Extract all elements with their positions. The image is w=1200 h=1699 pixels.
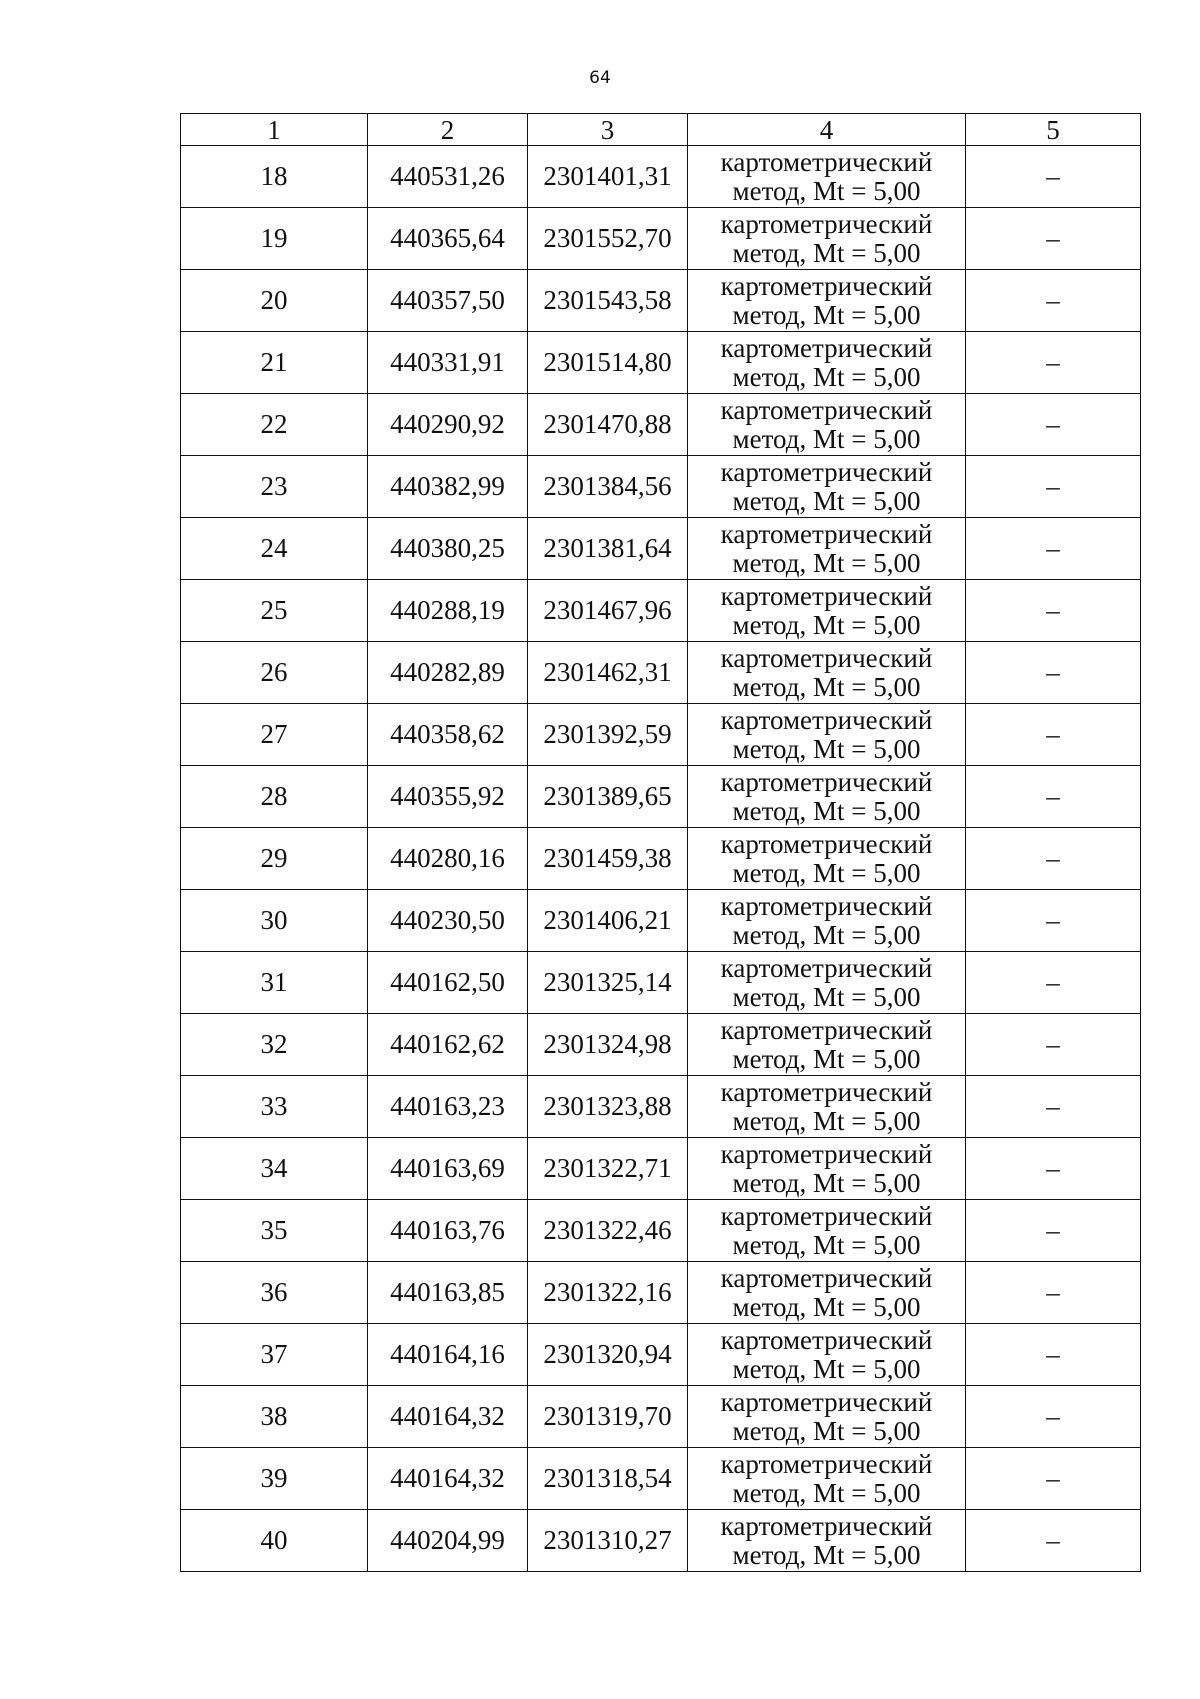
method-cell bbox=[688, 828, 966, 890]
coordinate-x: 440163,76 bbox=[368, 1200, 528, 1262]
coordinate-y: 2301319,70 bbox=[528, 1386, 688, 1448]
method-line-1: картометрический bbox=[720, 1510, 933, 1541]
point-number: 39 bbox=[181, 1448, 368, 1510]
method-cell bbox=[688, 208, 966, 270]
method-cell bbox=[688, 332, 966, 394]
point-number: 26 bbox=[181, 642, 368, 704]
coordinate-y: 2301322,46 bbox=[528, 1200, 688, 1262]
note-cell: – bbox=[966, 394, 1141, 456]
point-number: 19 bbox=[181, 208, 368, 270]
method-line-2: метод, Mt = 5,00 bbox=[732, 795, 921, 826]
method-line-2: метод, Mt = 5,00 bbox=[732, 1167, 921, 1198]
method-line-1: картометрический bbox=[720, 1386, 933, 1417]
column-header-4: 4 bbox=[688, 114, 966, 146]
point-number: 24 bbox=[181, 518, 368, 580]
coordinate-y: 2301514,80 bbox=[528, 332, 688, 394]
coordinate-y: 2301320,94 bbox=[528, 1324, 688, 1386]
table-row bbox=[181, 828, 1141, 890]
method-line-1: картометрический bbox=[720, 952, 933, 983]
point-number: 28 bbox=[181, 766, 368, 828]
coordinate-y: 2301467,96 bbox=[528, 580, 688, 642]
method-line-1: картометрический bbox=[720, 146, 933, 177]
method-line-2: метод, Mt = 5,00 bbox=[732, 299, 921, 330]
method-line-2: метод, Mt = 5,00 bbox=[732, 609, 921, 640]
method-cell bbox=[688, 1448, 966, 1510]
coordinate-y: 2301381,64 bbox=[528, 518, 688, 580]
note-cell: – bbox=[966, 890, 1141, 952]
note-cell: – bbox=[966, 1014, 1141, 1076]
point-number: 36 bbox=[181, 1262, 368, 1324]
coordinate-y: 2301323,88 bbox=[528, 1076, 688, 1138]
method-line-2: метод, Mt = 5,00 bbox=[732, 919, 921, 950]
note-cell: – bbox=[966, 1448, 1141, 1510]
table-row bbox=[181, 1200, 1141, 1262]
coordinate-y: 2301552,70 bbox=[528, 208, 688, 270]
coordinate-y: 2301459,38 bbox=[528, 828, 688, 890]
method-cell bbox=[688, 1014, 966, 1076]
point-number: 27 bbox=[181, 704, 368, 766]
coordinate-y: 2301543,58 bbox=[528, 270, 688, 332]
note-cell: – bbox=[966, 146, 1141, 208]
coordinate-x: 440280,16 bbox=[368, 828, 528, 890]
method-line-1: картометрический bbox=[720, 704, 933, 735]
note-cell: – bbox=[966, 766, 1141, 828]
point-number: 18 bbox=[181, 146, 368, 208]
note-cell: – bbox=[966, 580, 1141, 642]
point-number: 30 bbox=[181, 890, 368, 952]
method-line-2: метод, Mt = 5,00 bbox=[732, 1043, 921, 1074]
column-header-3: 3 bbox=[528, 114, 688, 146]
point-number: 25 bbox=[181, 580, 368, 642]
point-number: 20 bbox=[181, 270, 368, 332]
table-row bbox=[181, 1448, 1141, 1510]
coordinate-x: 440164,32 bbox=[368, 1448, 528, 1510]
method-cell bbox=[688, 518, 966, 580]
table-row bbox=[181, 766, 1141, 828]
method-line-1: картометрический bbox=[720, 580, 933, 611]
point-number: 21 bbox=[181, 332, 368, 394]
method-line-2: метод, Mt = 5,00 bbox=[732, 671, 921, 702]
coordinate-x: 440531,26 bbox=[368, 146, 528, 208]
method-line-2: метод, Mt = 5,00 bbox=[732, 1229, 921, 1260]
method-cell bbox=[688, 952, 966, 1014]
note-cell: – bbox=[966, 1262, 1141, 1324]
method-cell bbox=[688, 146, 966, 208]
point-number: 29 bbox=[181, 828, 368, 890]
table-row bbox=[181, 1014, 1141, 1076]
method-cell bbox=[688, 766, 966, 828]
table-row bbox=[181, 952, 1141, 1014]
table-row bbox=[181, 642, 1141, 704]
note-cell: – bbox=[966, 952, 1141, 1014]
coordinate-x: 440230,50 bbox=[368, 890, 528, 952]
method-line-2: метод, Mt = 5,00 bbox=[732, 485, 921, 516]
coordinate-y: 2301401,31 bbox=[528, 146, 688, 208]
point-number: 32 bbox=[181, 1014, 368, 1076]
method-line-1: картометрический bbox=[720, 518, 933, 549]
coordinate-x: 440357,50 bbox=[368, 270, 528, 332]
coordinate-x: 440164,16 bbox=[368, 1324, 528, 1386]
method-cell bbox=[688, 890, 966, 952]
note-cell: – bbox=[966, 1076, 1141, 1138]
table-row bbox=[181, 1510, 1141, 1572]
method-cell bbox=[688, 1076, 966, 1138]
point-number: 31 bbox=[181, 952, 368, 1014]
note-cell: – bbox=[966, 1324, 1141, 1386]
note-cell: – bbox=[966, 332, 1141, 394]
note-cell: – bbox=[966, 1200, 1141, 1262]
note-cell: – bbox=[966, 270, 1141, 332]
note-cell: – bbox=[966, 642, 1141, 704]
coordinates-table bbox=[180, 113, 1141, 1572]
coordinate-x: 440163,85 bbox=[368, 1262, 528, 1324]
table-row bbox=[181, 1262, 1141, 1324]
method-line-1: картометрический bbox=[720, 1448, 933, 1479]
coordinate-y: 2301384,56 bbox=[528, 456, 688, 518]
method-line-1: картометрический bbox=[720, 766, 933, 797]
table-row bbox=[181, 1386, 1141, 1448]
table-row bbox=[181, 394, 1141, 456]
coordinate-y: 2301406,21 bbox=[528, 890, 688, 952]
coordinate-x: 440358,62 bbox=[368, 704, 528, 766]
column-header-1: 1 bbox=[181, 114, 368, 146]
method-line-2: метод, Mt = 5,00 bbox=[732, 237, 921, 268]
method-line-2: метод, Mt = 5,00 bbox=[732, 1477, 921, 1508]
table-row bbox=[181, 208, 1141, 270]
note-cell: – bbox=[966, 1510, 1141, 1572]
method-line-1: картометрический bbox=[720, 1200, 933, 1231]
method-line-2: метод, Mt = 5,00 bbox=[732, 1539, 921, 1570]
method-line-2: метод, Mt = 5,00 bbox=[732, 733, 921, 764]
method-line-1: картометрический bbox=[720, 1076, 933, 1107]
column-header-2: 2 bbox=[368, 114, 528, 146]
method-line-2: метод, Mt = 5,00 bbox=[732, 175, 921, 206]
table-row bbox=[181, 270, 1141, 332]
method-cell bbox=[688, 1386, 966, 1448]
method-line-1: картометрический bbox=[720, 1262, 933, 1293]
coordinate-y: 2301310,27 bbox=[528, 1510, 688, 1572]
coordinate-x: 440380,25 bbox=[368, 518, 528, 580]
coordinate-x: 440282,89 bbox=[368, 642, 528, 704]
method-cell bbox=[688, 580, 966, 642]
coordinate-y: 2301470,88 bbox=[528, 394, 688, 456]
method-line-1: картометрический bbox=[720, 394, 933, 425]
table-row bbox=[181, 332, 1141, 394]
table-row bbox=[181, 890, 1141, 952]
point-number: 37 bbox=[181, 1324, 368, 1386]
point-number: 38 bbox=[181, 1386, 368, 1448]
coordinate-y: 2301322,71 bbox=[528, 1138, 688, 1200]
coordinate-x: 440355,92 bbox=[368, 766, 528, 828]
page-number: 64 bbox=[589, 68, 611, 88]
method-line-1: картометрический bbox=[720, 1324, 933, 1355]
method-line-2: метод, Mt = 5,00 bbox=[732, 1353, 921, 1384]
point-number: 35 bbox=[181, 1200, 368, 1262]
coordinate-y: 2301462,31 bbox=[528, 642, 688, 704]
coordinate-x: 440331,91 bbox=[368, 332, 528, 394]
method-cell bbox=[688, 1138, 966, 1200]
table-row bbox=[181, 146, 1141, 208]
method-line-2: метод, Mt = 5,00 bbox=[732, 857, 921, 888]
note-cell: – bbox=[966, 208, 1141, 270]
column-header-5: 5 bbox=[966, 114, 1141, 146]
point-number: 40 bbox=[181, 1510, 368, 1572]
method-cell bbox=[688, 270, 966, 332]
method-line-1: картометрический bbox=[720, 1138, 933, 1169]
coordinate-y: 2301325,14 bbox=[528, 952, 688, 1014]
coordinate-x: 440288,19 bbox=[368, 580, 528, 642]
method-cell bbox=[688, 704, 966, 766]
method-cell bbox=[688, 1200, 966, 1262]
point-number: 23 bbox=[181, 456, 368, 518]
coordinate-x: 440290,92 bbox=[368, 394, 528, 456]
method-line-1: картометрический bbox=[720, 828, 933, 859]
method-line-1: картометрический bbox=[720, 1014, 933, 1045]
note-cell: – bbox=[966, 456, 1141, 518]
table-header-row bbox=[181, 114, 1141, 146]
method-line-2: метод, Mt = 5,00 bbox=[732, 423, 921, 454]
table-row bbox=[181, 518, 1141, 580]
coordinate-x: 440204,99 bbox=[368, 1510, 528, 1572]
method-line-2: метод, Mt = 5,00 bbox=[732, 1105, 921, 1136]
coordinate-x: 440163,69 bbox=[368, 1138, 528, 1200]
method-line-2: метод, Mt = 5,00 bbox=[732, 981, 921, 1012]
table-row bbox=[181, 1076, 1141, 1138]
point-number: 22 bbox=[181, 394, 368, 456]
coordinate-x: 440365,64 bbox=[368, 208, 528, 270]
method-line-1: картометрический bbox=[720, 208, 933, 239]
coordinate-y: 2301322,16 bbox=[528, 1262, 688, 1324]
table-row bbox=[181, 580, 1141, 642]
coordinate-x: 440162,50 bbox=[368, 952, 528, 1014]
point-number: 33 bbox=[181, 1076, 368, 1138]
method-line-2: метод, Mt = 5,00 bbox=[732, 1291, 921, 1322]
coordinate-y: 2301392,59 bbox=[528, 704, 688, 766]
table-row bbox=[181, 1138, 1141, 1200]
method-cell bbox=[688, 642, 966, 704]
coordinate-x: 440382,99 bbox=[368, 456, 528, 518]
method-line-2: метод, Mt = 5,00 bbox=[732, 1415, 921, 1446]
method-line-2: метод, Mt = 5,00 bbox=[732, 547, 921, 578]
coordinate-x: 440164,32 bbox=[368, 1386, 528, 1448]
coordinate-y: 2301324,98 bbox=[528, 1014, 688, 1076]
method-cell bbox=[688, 456, 966, 518]
method-line-1: картометрический bbox=[720, 642, 933, 673]
method-cell bbox=[688, 394, 966, 456]
note-cell: – bbox=[966, 704, 1141, 766]
method-cell bbox=[688, 1510, 966, 1572]
method-line-1: картометрический bbox=[720, 890, 933, 921]
note-cell: – bbox=[966, 828, 1141, 890]
table-row bbox=[181, 456, 1141, 518]
method-line-1: картометрический bbox=[720, 456, 933, 487]
coordinate-x: 440163,23 bbox=[368, 1076, 528, 1138]
note-cell: – bbox=[966, 518, 1141, 580]
note-cell: – bbox=[966, 1386, 1141, 1448]
method-line-1: картометрический bbox=[720, 332, 933, 363]
coordinate-y: 2301389,65 bbox=[528, 766, 688, 828]
point-number: 34 bbox=[181, 1138, 368, 1200]
method-cell bbox=[688, 1262, 966, 1324]
method-line-2: метод, Mt = 5,00 bbox=[732, 361, 921, 392]
coordinate-x: 440162,62 bbox=[368, 1014, 528, 1076]
table-row bbox=[181, 704, 1141, 766]
table-row bbox=[181, 1324, 1141, 1386]
note-cell: – bbox=[966, 1138, 1141, 1200]
method-cell bbox=[688, 1324, 966, 1386]
coordinate-y: 2301318,54 bbox=[528, 1448, 688, 1510]
method-line-1: картометрический bbox=[720, 270, 933, 301]
